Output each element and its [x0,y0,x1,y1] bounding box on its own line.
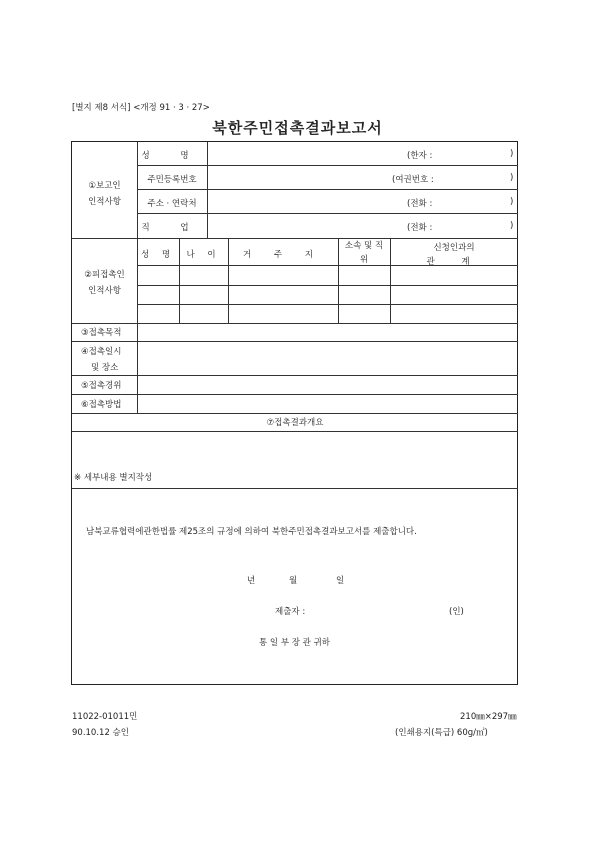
addressee: 통 일 부 장 관 귀하 [259,638,330,648]
paper-spec: (인쇄용지(특급) 60g/㎡) [395,728,488,738]
header-residence: 거 주 지 [242,250,324,260]
header-affiliation-line2: 위 [359,255,369,265]
section4-label-line1: ④접촉일시 [81,347,122,357]
section4-label-line2: 및 장소 [91,363,119,373]
detail-note: ※ 세부내용 별지작성 [74,473,153,483]
header-age: 나 이 [186,250,221,260]
phone-note-2: (전화 : [407,223,433,233]
resident-number-label: 주민등록번호 [147,175,197,185]
passport-close: ) [510,173,514,183]
name-field[interactable] [208,149,506,161]
report-form [71,141,518,685]
seal-label: (인) [449,607,464,617]
form-label: [별지 제8 서식] <개정 91 · 3 · 27> [72,103,210,113]
section7-label: ⑦접촉결과개요 [266,418,324,428]
section1-label-line1: ①보고인 [88,181,121,191]
form-code: 11022-01011민 [72,712,138,722]
section2-label-line2: 인적사항 [88,286,121,296]
page-title: 북한주민접촉결과보고서 [212,119,383,137]
passport-note: (여권번호 : [392,175,434,185]
section3-label: ③접촉목적 [81,328,122,338]
header-name: 성 명 [140,250,176,260]
paper-size: 210㎜×297㎜ [460,712,517,722]
header-relation-line2: 관 계 [426,257,482,267]
section6-label: ⑥접촉방법 [81,400,122,410]
occupation-label: 직 업 [141,223,203,233]
section2-label-line1: ②피접촉인 [84,270,125,280]
section5-label: ⑤접촉경위 [81,381,122,391]
address-label: 주소 · 연락처 [147,199,197,209]
hanja-note: (한자 : [407,151,433,161]
day-label: 일 [336,576,345,586]
phone-close-1: ) [510,197,514,207]
name-label: 성 명 [141,151,203,161]
submitter-label: 제출자 : [275,607,306,617]
month-label: 월 [289,576,298,586]
year-label: 년 [247,576,256,586]
approval-date: 90.10.12 승인 [72,728,129,738]
header-affiliation-line1: 소속 및 직 [344,241,384,251]
header-relation-line1: 신청인과의 [433,243,475,253]
phone-close-2: ) [510,221,514,231]
declaration-statement: 남북교류협력에관한법률 제25조의 규정에 의하여 북한주민접촉결과보고서를 제출합니다. [86,527,417,537]
hanja-close: ) [510,149,514,159]
phone-note-1: (전화 : [407,199,433,209]
section1-label-line2: 인적사항 [88,197,121,207]
